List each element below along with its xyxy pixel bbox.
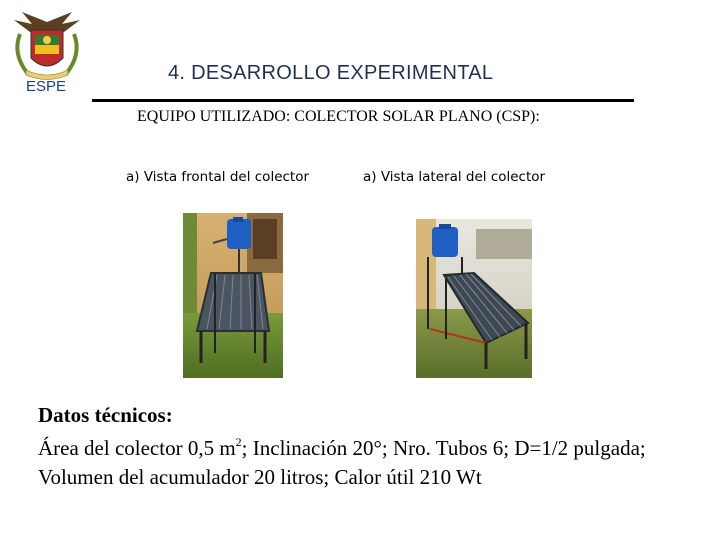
- specs-text: ; Inclinación 20°; Nro. Tubos 6; D=1/2 pulgada; Volumen del acumulador 20 litros; Calor útil 210 Wt: [38, 436, 646, 489]
- front-view-caption: a) Vista frontal del colector: [126, 169, 310, 185]
- espe-logo: [4, 8, 90, 100]
- technical-data-heading: Datos técnicos:: [38, 403, 173, 427]
- page-title: 4. DESARROLLO EXPERIMENTAL: [168, 62, 494, 84]
- coat-of-arms-icon: [4, 8, 90, 84]
- area-text: Área del colector 0,5 m: [38, 436, 236, 460]
- front-view-photo: [183, 213, 283, 378]
- equipment-subtitle: EQUIPO UTILIZADO: COLECTOR SOLAR PLANO (CSP):: [137, 108, 540, 125]
- logo-label: ESPE: [26, 78, 67, 95]
- title-divider: [92, 99, 634, 102]
- area-exponent: 2: [235, 435, 242, 449]
- side-view-caption: a) Vista lateral del colector: [363, 169, 546, 185]
- technical-data-text: [38, 434, 688, 492]
- side-view-photo: [416, 219, 532, 378]
